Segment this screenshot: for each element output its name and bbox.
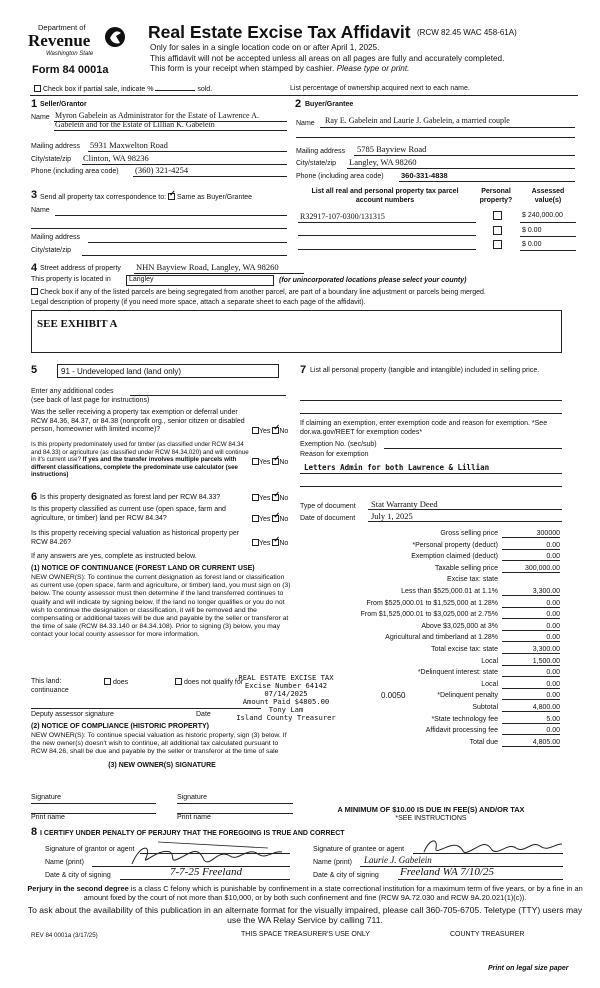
owner-print-name-label: Print name — [177, 814, 211, 821]
seller-name-line1[interactable]: Myron Gabelein as Administrator for the Estate of Lawrence A. — [55, 111, 259, 120]
fee-label: From $1,525,000.01 to $3,025,000 at 2.75% — [360, 611, 498, 619]
yes-checkbox[interactable] — [252, 427, 259, 434]
correspondence-row: Send all property tax correspondence to: ✓ Same as Buyer/Grantee — [40, 193, 252, 203]
exemption-label: If claiming an exemption, enter exemption code and reason for exemption. *See dor.wa.gov/REET for exemption codes* — [300, 420, 548, 436]
alt-format-notice: To ask about the availability of this publication in an alternate format for the visually impaired, please call 360-705-6705. Teletype (TTY) users may use the WA Relay Service by calling 711. — [27, 905, 583, 925]
parcels-col1-heading: List all real and personal property tax parcel account numbers — [311, 188, 459, 204]
no-checkbox[interactable] — [272, 515, 279, 522]
fee-label: *Delinquent penalty — [437, 692, 498, 700]
section3-number: 3 — [31, 189, 38, 201]
fee-value[interactable]: 300000 — [502, 530, 560, 538]
assessor-date-label: Date — [196, 711, 211, 718]
legal-paper-note: Print on legal size paper — [488, 965, 569, 972]
buyer-mailing-label: Mailing address — [296, 148, 346, 155]
ownership-note: List percentage of ownership acquired next to each name. — [290, 85, 470, 92]
doc-type-value[interactable]: Stat Warranty Deed — [371, 499, 438, 509]
header-note1: Only for sales in a single location code on or after April 1, 2025. — [150, 43, 380, 52]
continuance-body: NEW OWNER(S): To continue the current designation as forest land or classification as current use (open space, farm and agriculture, or timber) land, you must sign on (3) below. The county assessor must then determine if the land transferred continues to qualify and will indicate by signing below. If the land no longer qualifies or you do not wish to continue the designation or classification, it will be removed and the compensating or additional taxes will be due and payable by the seller or transferor at the time of sale (RCW 84.33.140 or 84.34.108). Prior to signing (3) below, you may contact your local county assessor for more information. — [31, 574, 291, 639]
does-checkbox[interactable] — [104, 678, 111, 685]
revision-label: REV 84 0001a (3/17/25) — [31, 932, 98, 939]
citation: (RCW 82.45 WAC 458-61A) — [417, 28, 517, 37]
no-checkbox[interactable] — [272, 458, 279, 465]
parcel-value[interactable]: $ 240,000.00 — [522, 212, 563, 219]
no-checkbox[interactable] — [272, 427, 279, 434]
does-option: does — [104, 678, 128, 688]
grantee-name-value[interactable]: Laurie J. Gabelein — [364, 855, 432, 865]
yes-checkbox[interactable] — [252, 494, 259, 501]
fee-row — [300, 623, 562, 634]
county-treasurer-label: COUNTY TREASURER — [450, 931, 525, 938]
grantor-sig-label: Signature of grantor or agent — [45, 846, 135, 853]
fee-value[interactable]: 0.00 — [502, 727, 560, 735]
fee-row — [300, 588, 562, 599]
fee-row — [300, 576, 562, 587]
legal-label: Legal description of property (if you need more space, attach a separate sheet to each page of the affidavit). — [31, 299, 366, 306]
fee-label: Affidavit processing fee — [425, 727, 498, 735]
local-rate[interactable]: 0.0050 — [381, 691, 406, 700]
fee-value[interactable]: 1,500.00 — [502, 658, 560, 666]
parcels-col2-heading: Personal property? — [479, 188, 513, 204]
buyer-heading: Buyer/Grantee — [305, 101, 354, 108]
historic-heading: (2) NOTICE OF COMPLIANCE (HISTORIC PROPERTY) — [31, 723, 209, 730]
parcel-value[interactable]: $ 0.00 — [522, 227, 542, 234]
section7-number: 7 — [300, 364, 307, 376]
fee-label: Local — [481, 657, 498, 665]
fee-label: Agricultural and timberland at 1.28% — [385, 634, 498, 642]
fee-row — [300, 727, 562, 738]
same-as-buyer-checkbox[interactable] — [168, 193, 175, 200]
personal-property-label: List all personal property (tangible and intangible) included in selling price. — [310, 367, 540, 374]
exemption-no-label: Exemption No. (sec/sub) — [300, 441, 377, 448]
seller-name-label: Name — [31, 114, 50, 121]
doc-date-value[interactable]: July 1, 2025 — [371, 511, 413, 521]
fee-label: Local — [481, 680, 498, 688]
current-use-question: Is this property classified as current use (open space, farm and agriculture, or timber) land per RCW 84.34? — [31, 506, 226, 522]
section8-number: 8 — [31, 826, 38, 838]
yes-checkbox[interactable] — [252, 515, 259, 522]
partial-sale-checkbox[interactable] — [34, 85, 41, 92]
dor-mark-icon — [104, 24, 126, 50]
grantor-date-value[interactable]: 7-7-25 Freeland — [170, 866, 242, 878]
no-checkbox[interactable] — [272, 539, 279, 546]
legal-description-box[interactable] — [31, 310, 562, 353]
seller-city-value[interactable]: Clinton, WA 98236 — [83, 153, 149, 163]
fee-label: Taxable selling price — [434, 564, 498, 572]
seller-name-line2[interactable]: Gabelein and for the Estate of Lillian K. Gabelein — [55, 120, 215, 129]
buyer-phone-label: Phone (including area code) — [296, 173, 384, 180]
owner-signature-label: Signature — [177, 794, 207, 801]
fee-value[interactable]: 0.00 — [502, 553, 560, 561]
grantee-signature[interactable] — [420, 834, 565, 858]
location-select[interactable]: Langley — [126, 275, 274, 286]
corr-name-label: Name — [31, 207, 50, 214]
reason-label: Reason for exemption — [300, 451, 369, 458]
dept-line2: Revenue — [28, 31, 91, 50]
location-label: This property is located in — [31, 276, 111, 283]
fee-label: From $525,000.01 to $1,525,000 at 1.28% — [366, 599, 498, 607]
fee-value[interactable]: 0.00 — [502, 634, 560, 642]
historic-answer: Yes ✓ No — [252, 539, 288, 549]
owner-signature-label: Signature — [31, 794, 61, 801]
continuance-label: continuance — [31, 687, 69, 694]
grantor-name-label: Name (print) — [45, 859, 84, 866]
seller-phone-label: Phone (including area code) — [31, 168, 119, 175]
section4-number: 4 — [31, 262, 38, 274]
historic-body: NEW OWNER(S): To continue special valuation as historic property, sign (3) below. If the new owner(s) doesn't wish to continue, all additional tax calculated pursuant to RCW 84.26, shall be due and payable by the seller or transferor at the time of sale — [31, 732, 287, 756]
fee-row — [300, 611, 562, 622]
codes-note: (see back of last page for instructions) — [31, 397, 150, 404]
grantee-date-value[interactable]: Freeland WA 7/10/25 — [400, 866, 494, 878]
fee-value[interactable]: 0.00 — [502, 611, 560, 619]
fee-value[interactable]: 5.00 — [502, 716, 560, 724]
dor-logo — [22, 20, 132, 80]
exemption-question: Was the seller receiving a property tax exemption or deferral under RCW 84.36, 84.37, or 84.38 (nonprofit org., senior citizen or disabled person, homeowner with limited income)? — [31, 409, 245, 433]
header-note3: This form is your receipt when stamped by cashier. Please type or print. — [150, 64, 410, 73]
fee-label: Above $3,025,000 at 3% — [421, 622, 498, 630]
fee-label: Total due — [469, 738, 498, 746]
fee-row — [300, 553, 562, 564]
buyer-phone-value[interactable]: 360-331-4838 — [401, 171, 448, 180]
perjury-notice: Perjury in the second degree is a class C felony which is punishable by confinement in a state correctional institution for a maximum term of five years, or by a fine in an amount fixed by the court of not more than $10,000, or by both such confinement and fine (RCW 9A.72.030 and RCW 9A.20.021(1)(c)). — [27, 884, 583, 902]
fee-row — [300, 542, 562, 553]
yes-checkbox[interactable] — [252, 539, 259, 546]
personal-property-checkbox[interactable] — [493, 240, 502, 249]
forest-answer: Yes ✓ No — [252, 494, 288, 504]
personal-property-checkbox[interactable] — [493, 211, 502, 220]
corr-mailing-label: Mailing address — [31, 234, 81, 241]
historic-question: Is this property receiving special valuation as historical property per RCW 84.26? — [31, 530, 240, 546]
assessor-signature-label: Deputy assessor signature — [31, 711, 114, 718]
street-value[interactable]: NHN Bayview Road, Langley, WA 98260 — [136, 262, 279, 272]
fee-value[interactable]: 0.00 — [502, 623, 560, 631]
forest-question: Is this property designated as forest land per RCW 84.33? — [40, 494, 221, 501]
fee-row — [300, 600, 562, 611]
certify-heading: I CERTIFY UNDER PENALTY OF PERJURY THAT THE FOREGOING IS TRUE AND CORRECT — [40, 830, 345, 837]
header-note2: This affidavit will not be accepted unless all areas on all pages are fully and accurately completed. — [150, 54, 505, 63]
section5-number: 5 — [31, 364, 38, 376]
land-use-select[interactable]: 91 - Undeveloped land (land only) — [57, 364, 279, 378]
grantee-date-label: Date & city of signing — [313, 872, 379, 879]
fee-label: *State technology fee — [431, 715, 498, 723]
parcels-col3-heading: Assessed value(s) — [531, 188, 565, 204]
buyer-name-value[interactable]: Ray E. Gabelein and Laurie J. Gabelein, a married couple — [325, 116, 510, 125]
owner-print-name-label: Print name — [31, 814, 65, 821]
fee-value[interactable]: 3,300.00 — [502, 588, 560, 596]
buyer-mailing-value[interactable]: 5785 Bayview Road — [357, 144, 427, 154]
location-note: (for unincorporated locations please select your county) — [279, 277, 467, 284]
seller-phone-value[interactable]: (360) 321-4254 — [135, 165, 189, 175]
current-use-answer: Yes ✓ No — [252, 515, 288, 525]
fee-label: Exemption claimed (deduct) — [411, 553, 498, 561]
fee-label: Less than $525,000.01 at 1.1% — [401, 588, 498, 595]
grantee-name-label: Name (print) — [313, 859, 352, 866]
section1-number: 1 — [31, 98, 38, 110]
this-land-label: This land: — [31, 678, 62, 685]
treasurer-use-label: THIS SPACE TREASURER'S USE ONLY — [241, 931, 370, 938]
buyer-city-label: City/state/zip — [296, 160, 337, 167]
buyer-name-label: Name — [296, 120, 315, 127]
section2-number: 2 — [295, 98, 302, 110]
doc-date-label: Date of document — [300, 515, 356, 522]
personal-property-checkbox[interactable] — [493, 226, 502, 235]
fee-row — [300, 565, 562, 576]
fee-value[interactable]: 0.00 — [502, 600, 560, 608]
fee-row — [300, 646, 562, 657]
does-not-checkbox[interactable] — [175, 678, 182, 685]
page-title: Real Estate Excise Tax Affidavit — [148, 22, 411, 42]
grantee-sig-label: Signature of grantee or agent — [313, 846, 405, 853]
fee-value[interactable]: 0.00 — [502, 542, 560, 550]
grantor-signature[interactable] — [118, 838, 288, 870]
dept-line1: Department of — [38, 23, 86, 32]
no-checkbox[interactable] — [272, 494, 279, 501]
new-owner-heading: (3) NEW OWNER(S) SIGNATURE — [108, 762, 216, 769]
fee-row — [300, 634, 562, 645]
fee-label: Gross selling price — [440, 530, 498, 537]
fee-value[interactable]: 4,805.00 — [502, 739, 560, 747]
fee-label: Subtotal — [472, 704, 498, 711]
see-instructions-note: *SEE INSTRUCTIONS — [395, 815, 467, 822]
corr-city-label: City/state/zip — [31, 247, 72, 254]
fee-value[interactable]: 4,800.00 — [502, 704, 560, 712]
segregate-checkbox[interactable] — [31, 288, 38, 295]
fee-value[interactable]: 0.00 — [502, 669, 560, 677]
seller-city-label: City/state/zip — [31, 156, 72, 163]
fee-value[interactable]: 300,000.00 — [502, 565, 560, 573]
dept-line3: Washington State — [46, 51, 94, 57]
q2-answer: Yes ✓ No — [252, 458, 288, 468]
doc-type-label: Type of document — [300, 503, 356, 510]
fee-value[interactable]: 0.00 — [502, 692, 560, 700]
yes-checkbox[interactable] — [252, 458, 259, 465]
codes-label: Enter any additional codes — [31, 388, 114, 395]
timber-question: Is this property predominately used for timber (as classified under RCW 84.34 and 84.33) or agriculture (as classified under RCW 84.34.020) and will continue in it's current use? If yes and the transfer involves multiple parcels with different classifications, complete the predominate use calculator (see instructions) — [31, 441, 249, 478]
section6-number: 6 — [31, 491, 38, 503]
parcel-number[interactable]: R32917-107-0300/131315 — [300, 212, 385, 221]
street-label: Street address of property — [40, 265, 121, 272]
treasurer-stamp: REAL ESTATE EXCISE TAX Excise Number 64142 07/14/2025 Amount Paid $4805.00 Tony Lam Island County Treasurer — [236, 673, 336, 722]
fee-row — [300, 658, 562, 669]
buyer-city-value[interactable]: Langley, WA 98260 — [349, 157, 417, 167]
grantor-date-label: Date & city of signing — [45, 872, 111, 879]
segregate-row: Check box if any of the listed parcels are being segregated from another parcel, are part of a boundary line adjustment or parcels being merged. — [31, 288, 486, 298]
reason-value[interactable]: Letters Admin for both Lawrence & Lillian — [304, 463, 490, 472]
fee-label: Total excise tax: state — [431, 646, 498, 653]
fee-value[interactable]: 0.00 — [502, 681, 560, 689]
parcel-value[interactable]: $ 0.00 — [522, 241, 542, 248]
fee-label: *Delinquent interest: state — [417, 669, 498, 677]
fee-label: Excise tax: state — [447, 576, 498, 584]
fee-label: *Personal property (deduct) — [412, 541, 498, 549]
fee-row — [300, 530, 562, 541]
seller-mailing-label: Mailing address — [31, 143, 81, 150]
legal-description: SEE EXHIBIT A — [37, 318, 118, 330]
seller-heading: Seller/Grantor — [40, 101, 87, 108]
minimum-due-note: A MINIMUM OF $10.00 IS DUE IN FEE(S) AND/OR TAX — [337, 805, 525, 814]
fee-row — [300, 739, 562, 750]
partial-sale-row: Check box if partial sale, indicate % sold. — [34, 85, 212, 95]
does-not-option: does not qualify for — [175, 678, 243, 688]
form-number: Form 84 0001a — [32, 64, 109, 76]
q1-answer: Yes ✓ No — [252, 427, 288, 437]
seller-mailing-value[interactable]: 5931 Maxwelton Road — [90, 140, 168, 150]
fee-value[interactable]: 3,300.00 — [502, 646, 560, 654]
continuance-heading: (1) NOTICE OF CONTINUANCE (FOREST LAND OR CURRENT USE) — [31, 565, 255, 572]
section6-note: If any answers are yes, complete as instructed below. — [31, 553, 197, 560]
